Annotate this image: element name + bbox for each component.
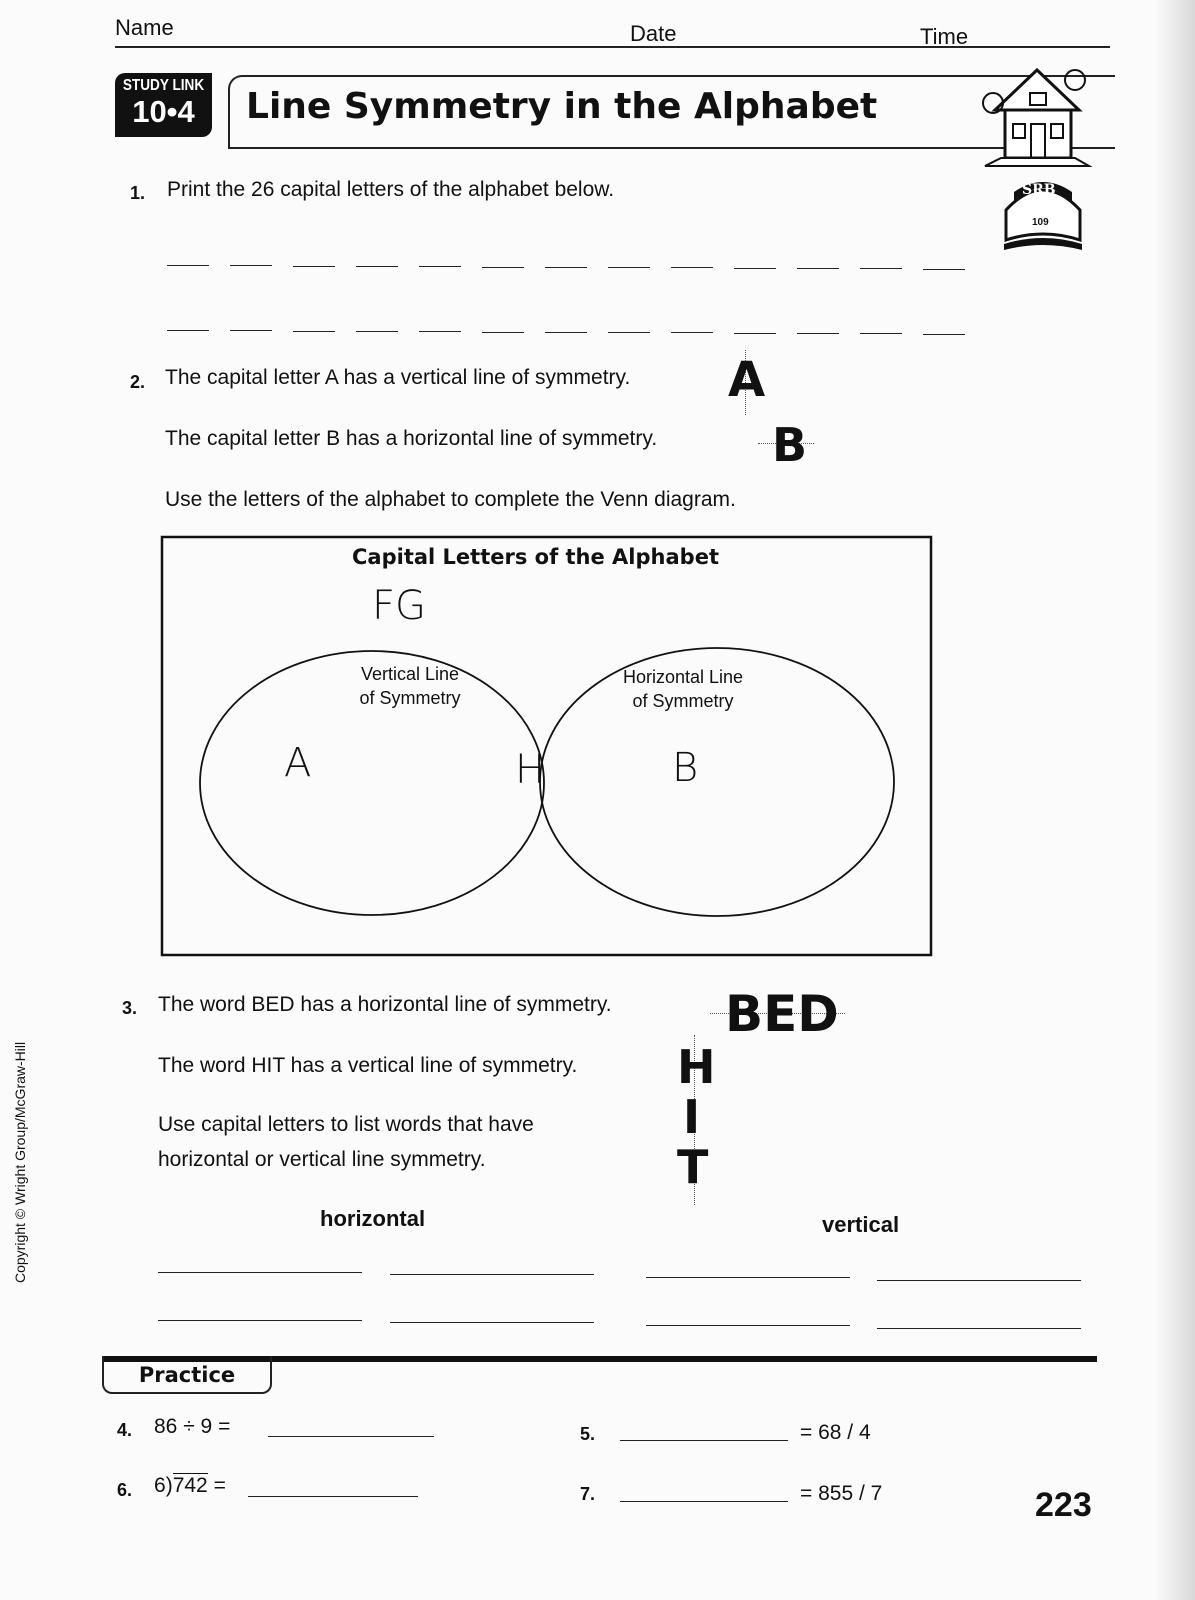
venn-left-label: Vertical Line of Symmetry	[359, 664, 461, 708]
q1-text: Print the 26 capital letters of the alphabet below.	[167, 178, 615, 201]
p6-answer-line[interactable]	[248, 1496, 418, 1497]
venn-both-answer[interactable]: H	[515, 747, 546, 793]
srb-page: 109	[1032, 217, 1049, 228]
example-letter-h: H	[677, 1040, 716, 1094]
q3-number: 3.	[122, 998, 138, 1018]
p4-number: 4.	[117, 1420, 133, 1440]
name-label: Name	[115, 15, 174, 40]
vertical-answer-line[interactable]	[877, 1328, 1081, 1329]
q1-number: 1.	[130, 183, 146, 203]
badge-number: 10•4	[132, 94, 195, 129]
p6-expression: 6)742 =	[154, 1474, 226, 1497]
p7-number: 7.	[580, 1484, 596, 1504]
venn-outside-answer[interactable]: FG	[372, 583, 427, 629]
p5-number: 5.	[580, 1424, 596, 1444]
venn-right-answer[interactable]: B	[672, 745, 699, 791]
horizontal-answer-line[interactable]	[390, 1322, 594, 1323]
p4-answer-line[interactable]	[268, 1436, 434, 1437]
p4-expression: 86 ÷ 9 =	[154, 1415, 231, 1438]
p7-expression: = 855 / 7	[800, 1482, 883, 1505]
time-label: Time	[920, 24, 969, 49]
horizontal-answer-line[interactable]	[158, 1272, 362, 1273]
q3-line2: The word HIT has a vertical line of symmetry.	[158, 1054, 578, 1077]
horizontal-answer-line[interactable]	[390, 1274, 594, 1275]
vertical-answer-line[interactable]	[877, 1280, 1081, 1281]
badge-label: STUDY LINK	[122, 77, 205, 94]
q2-number: 2.	[130, 372, 146, 392]
q3-line3: Use capital letters to list words that have	[158, 1113, 534, 1136]
practice-tab	[102, 1356, 272, 1394]
page-number: 223	[1035, 1486, 1092, 1524]
q2-line2: The capital letter B has a horizontal line of symmetry.	[165, 427, 658, 450]
p6-number: 6.	[117, 1480, 133, 1500]
copyright-notice: Copyright © Wright Group/McGraw-Hill	[12, 1041, 28, 1283]
vertical-answer-line[interactable]	[646, 1325, 850, 1326]
vertical-heading: vertical	[822, 1212, 900, 1237]
example-letter-a: A	[728, 352, 766, 408]
example-letter-i: I	[683, 1090, 701, 1144]
venn-title: Capital Letters of the Alphabet	[352, 545, 719, 569]
p5-answer-line[interactable]	[620, 1440, 788, 1441]
q3-line4: horizontal or vertical line symmetry.	[158, 1148, 486, 1171]
horizontal-heading: horizontal	[320, 1206, 426, 1231]
example-letter-t: T	[677, 1140, 709, 1194]
venn-left-answer[interactable]: A	[284, 740, 312, 786]
venn-right-label: Horizontal Line of Symmetry	[622, 667, 744, 711]
q2-line3: Use the letters of the alphabet to complete the Venn diagram.	[165, 488, 736, 511]
srb-label: SRB	[1022, 182, 1056, 198]
example-letter-b: B	[772, 418, 808, 472]
p5-expression: = 68 / 4	[800, 1421, 871, 1444]
q3-line1: The word BED has a horizontal line of symmetry.	[158, 993, 612, 1016]
q2-line1: The capital letter A has a vertical line of symmetry.	[165, 366, 631, 389]
practice-label: Practice	[138, 1363, 236, 1387]
p7-answer-line[interactable]	[620, 1501, 788, 1502]
horizontal-answer-line[interactable]	[158, 1320, 362, 1321]
vertical-answer-line[interactable]	[646, 1277, 850, 1278]
page-title: Line Symmetry in the Alphabet	[246, 86, 878, 127]
example-word-bed: BED	[725, 985, 839, 1043]
date-label: Date	[630, 21, 677, 46]
